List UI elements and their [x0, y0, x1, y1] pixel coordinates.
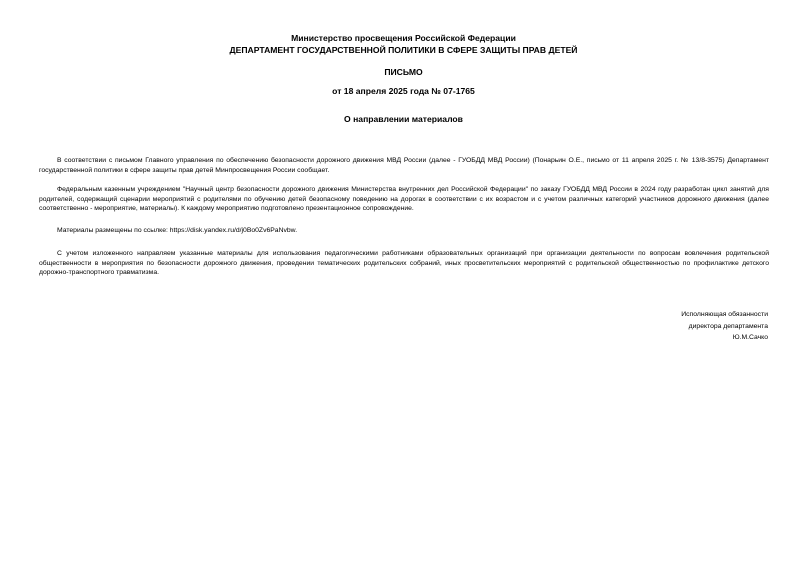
document-date-number: от 18 апреля 2025 года № 07-1765	[332, 86, 475, 96]
signature-position-line1: Исполняющая обязанности	[681, 311, 768, 318]
ministry-name: Министерство просвещения Российской Федерации	[291, 33, 516, 43]
paragraph-1: В соответствии с письмом Главного управления по обеспечению безопасности дорожного движения МВД России (далее - ГУОБДД МВД России) (Понарьин О.Е., письмо от 11 апреля 2025 г. № 13/8-3575) Департамент государственной политики в сфере защиты прав детей Минпросвещения России сообщает.	[39, 157, 769, 174]
signature-name: Ю.М.Сачко	[732, 334, 768, 341]
department-name: ДЕПАРТАМЕНТ ГОСУДАРСТВЕННОЙ ПОЛИТИКИ В СФЕРЕ ЗАЩИТЫ ПРАВ ДЕТЕЙ	[229, 45, 578, 55]
paragraph-4: С учетом изложенного направляем указанные материалы для использования педагогическими работниками образовательных организаций при организации деятельности по вопросам вовлечения родительской общественности в мероприятия по безопасности дорожного движения, проведении тематических родительских собраний, иных просветительских мероприятий с родительской общественностью по профилактике детского дорожно-транспортного травматизма.	[39, 250, 769, 277]
document-type: ПИСЬМО	[384, 67, 423, 77]
paragraph-3: Материалы размещены по ссылке: https://disk.yandex.ru/d/j0Bo0Zv6PaNvbw.	[57, 227, 298, 234]
paragraph-2: Федеральным казенным учреждением "Научный центр безопасности дорожного движения Министерства внутренних дел Российской Федерации" по заказу ГУОБДД МВД России в 2024 году разработан цикл занятий для родителей, содержащий сценарии мероприятий с родителями по обучению детей безопасному поведению на дорогах в соответствии с их возрастом и с учетом различных категорий участников дорожного движения (далее соответственно - мероприятие, материалы). К каждому мероприятию подготовлено презентационное сопровождение.	[39, 186, 769, 213]
signature-block	[681, 309, 768, 344]
signature-position-line2: директора департамента	[688, 322, 768, 330]
document-subject: О направлении материалов	[344, 114, 463, 124]
